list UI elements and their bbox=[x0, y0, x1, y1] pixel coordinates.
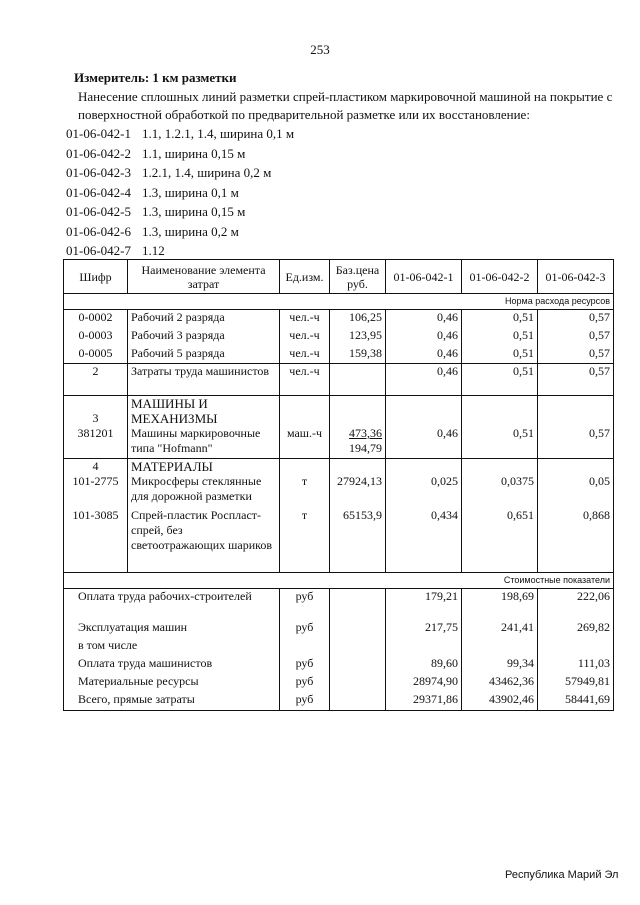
row-value-1: 0,46 bbox=[386, 346, 462, 364]
cost-unit: руб bbox=[280, 620, 330, 638]
cost-value-1: 28974,90 bbox=[386, 674, 462, 692]
cost-value-1: 179,21 bbox=[386, 588, 462, 620]
norm-section-label: Норма расхода ресурсов bbox=[64, 294, 614, 310]
code-text: 1.3, ширина 0,15 м bbox=[142, 204, 246, 219]
row-value-3: 0,57 bbox=[538, 310, 614, 328]
table-row-operators bbox=[64, 364, 614, 396]
row-value-2: 0,51 bbox=[462, 364, 538, 396]
row-name: Рабочий 5 разряда bbox=[128, 346, 280, 364]
row-value-3: 0,57 bbox=[538, 364, 614, 396]
cost-value-2: 241,41 bbox=[462, 620, 538, 638]
table-row bbox=[64, 474, 614, 508]
row-price: 27924,13 bbox=[330, 474, 386, 508]
row-value-2: 0,51 bbox=[462, 426, 538, 458]
code: 01-06-042-4 bbox=[66, 184, 131, 200]
cost-value-3: 269,82 bbox=[538, 620, 614, 638]
row-name: Рабочий 3 разряда bbox=[128, 328, 280, 346]
table-row bbox=[64, 346, 614, 364]
machines-section-row bbox=[64, 396, 614, 427]
cost-row bbox=[64, 656, 614, 674]
code-text: 1.3, ширина 0,1 м bbox=[142, 184, 239, 200]
section-code: 4 bbox=[64, 458, 128, 474]
code-list bbox=[66, 124, 294, 261]
code-list-item bbox=[66, 183, 294, 203]
code: 01-06-042-5 bbox=[66, 204, 131, 219]
cost-value-2: 43902,46 bbox=[462, 692, 538, 710]
row-value-2: 0,51 bbox=[462, 328, 538, 346]
price-subvalue: 194,79 bbox=[349, 441, 382, 455]
row-value-2: 0,51 bbox=[462, 346, 538, 364]
row-unit: чел.-ч bbox=[280, 310, 330, 328]
cost-value-1: 29371,86 bbox=[386, 692, 462, 710]
code: 01-06-042-7 bbox=[66, 243, 131, 258]
row-price: 159,38 bbox=[330, 346, 386, 364]
code-text: 1.12 bbox=[142, 243, 165, 258]
col-header-name: Наименование элемента затрат bbox=[128, 260, 280, 294]
row-name: Микросферы стеклянные для дорожной разметки bbox=[128, 474, 280, 508]
row-value-2: 0,651 bbox=[462, 508, 538, 572]
row-value-1: 0,434 bbox=[386, 508, 462, 572]
cost-value-1: 89,60 bbox=[386, 656, 462, 674]
row-code: 101-2775 bbox=[64, 474, 128, 508]
col-header-variant-2: 01-06-042-2 bbox=[462, 260, 538, 294]
row-unit: маш.-ч bbox=[280, 426, 330, 458]
cost-unit: руб bbox=[280, 692, 330, 710]
cost-unit: руб bbox=[280, 674, 330, 692]
row-value-3: 0,57 bbox=[538, 426, 614, 458]
resource-table bbox=[63, 259, 614, 711]
cost-value-3: 111,03 bbox=[538, 656, 614, 674]
cost-label: в том числе bbox=[64, 638, 280, 656]
row-code: 0-0003 bbox=[64, 328, 128, 346]
cost-value-2: 99,34 bbox=[462, 656, 538, 674]
row-code: 381201 bbox=[64, 426, 128, 458]
row-name: Спрей-пластик Роспласт-спрей, без светоотражающих шариков bbox=[128, 508, 280, 572]
row-unit: т bbox=[280, 474, 330, 508]
table-row bbox=[64, 310, 614, 328]
row-value-3: 0,868 bbox=[538, 508, 614, 572]
code-text: 1.2.1, 1.4, ширина 0,2 м bbox=[142, 165, 272, 180]
table-header-row bbox=[64, 260, 614, 294]
cost-value-3: 222,06 bbox=[538, 588, 614, 620]
cost-value-3: 58441,69 bbox=[538, 692, 614, 710]
section-code: 3 bbox=[64, 396, 128, 427]
section-title: МАТЕРИАЛЫ bbox=[128, 458, 280, 474]
code-text: 1.3, ширина 0,2 м bbox=[142, 223, 239, 239]
cost-value-3: 57949,81 bbox=[538, 674, 614, 692]
row-value-1: 0,46 bbox=[386, 328, 462, 346]
cost-row bbox=[64, 674, 614, 692]
row-code: 2 bbox=[64, 364, 128, 396]
row-value-3: 0,57 bbox=[538, 346, 614, 364]
cost-label: Всего, прямые затраты bbox=[64, 692, 280, 710]
row-code: 0-0002 bbox=[64, 310, 128, 328]
cost-section-label: Стоимостные показатели bbox=[64, 572, 614, 588]
col-header-unit: Ед.изм. bbox=[280, 260, 330, 294]
row-price bbox=[330, 426, 386, 458]
cost-label: Эксплуатация машин bbox=[64, 620, 280, 638]
work-description: Нанесение сплошных линий разметки спрей-пластиком маркировочной машиной на покрытие с поверхностной обработкой по предварительной разметке или их восстановление: bbox=[78, 89, 613, 122]
page-number: 253 bbox=[310, 42, 330, 57]
code-list-item bbox=[66, 241, 294, 261]
row-price: 106,25 bbox=[330, 310, 386, 328]
meter-heading: Измеритель: 1 км разметки bbox=[74, 70, 237, 85]
code: 01-06-042-2 bbox=[66, 145, 131, 161]
code-text: 1.1, 1.2.1, 1.4, ширина 0,1 м bbox=[142, 126, 295, 141]
cost-row bbox=[64, 692, 614, 710]
code-list-item bbox=[66, 144, 294, 164]
row-value-1: 0,46 bbox=[386, 364, 462, 396]
cost-value-1: 217,75 bbox=[386, 620, 462, 638]
row-price: 65153,9 bbox=[330, 508, 386, 572]
cost-value-2: 198,69 bbox=[462, 588, 538, 620]
row-code: 0-0005 bbox=[64, 346, 128, 364]
code: 01-06-042-6 bbox=[66, 223, 131, 239]
cost-label: Материальные ресурсы bbox=[64, 674, 280, 692]
cost-label: Оплата труда машинистов bbox=[64, 656, 280, 674]
cost-row bbox=[64, 620, 614, 638]
table-row bbox=[64, 508, 614, 572]
code-list-item bbox=[66, 124, 294, 144]
row-value-3: 0,05 bbox=[538, 474, 614, 508]
col-header-variant-1: 01-06-042-1 bbox=[386, 260, 462, 294]
row-name: Затраты труда машинистов bbox=[128, 364, 280, 396]
table-row bbox=[64, 426, 614, 458]
row-unit: чел.-ч bbox=[280, 346, 330, 364]
row-price: 123,95 bbox=[330, 328, 386, 346]
col-header-code: Шифр bbox=[64, 260, 128, 294]
row-unit: т bbox=[280, 508, 330, 572]
cost-value-2: 43462,36 bbox=[462, 674, 538, 692]
cost-row bbox=[64, 588, 614, 620]
table-row bbox=[64, 328, 614, 346]
row-unit: чел.-ч bbox=[280, 328, 330, 346]
code-list-item bbox=[66, 163, 294, 183]
cost-row bbox=[64, 638, 614, 656]
row-value-1: 0,46 bbox=[386, 310, 462, 328]
row-name: Машины маркировочные типа "Hofmann" bbox=[128, 426, 280, 458]
materials-section-row bbox=[64, 458, 614, 474]
row-value-2: 0,51 bbox=[462, 310, 538, 328]
row-value-3: 0,57 bbox=[538, 328, 614, 346]
row-value-1: 0,46 bbox=[386, 426, 462, 458]
section-title: МАШИНЫ И МЕХАНИЗМЫ bbox=[128, 396, 280, 427]
row-code: 101-3085 bbox=[64, 508, 128, 572]
code-list-item bbox=[66, 202, 294, 222]
norm-section-row bbox=[64, 294, 614, 310]
cost-unit: руб bbox=[280, 656, 330, 674]
row-value-2: 0,0375 bbox=[462, 474, 538, 508]
row-name: Рабочий 2 разряда bbox=[128, 310, 280, 328]
cost-section-row bbox=[64, 572, 614, 588]
code: 01-06-042-3 bbox=[66, 165, 131, 180]
col-header-variant-3: 01-06-042-3 bbox=[538, 260, 614, 294]
row-value-1: 0,025 bbox=[386, 474, 462, 508]
col-header-price: Баз.цена руб. bbox=[330, 260, 386, 294]
code: 01-06-042-1 bbox=[66, 126, 131, 141]
footer-region: Республика Марий Эл bbox=[505, 869, 619, 881]
price-value: 473,36 bbox=[349, 426, 382, 440]
code-list-item bbox=[66, 222, 294, 242]
code-text: 1.1, ширина 0,15 м bbox=[142, 145, 246, 161]
cost-label: Оплата труда рабочих-строителей bbox=[64, 588, 280, 620]
row-unit: чел.-ч bbox=[280, 364, 330, 396]
cost-unit: руб bbox=[280, 588, 330, 620]
